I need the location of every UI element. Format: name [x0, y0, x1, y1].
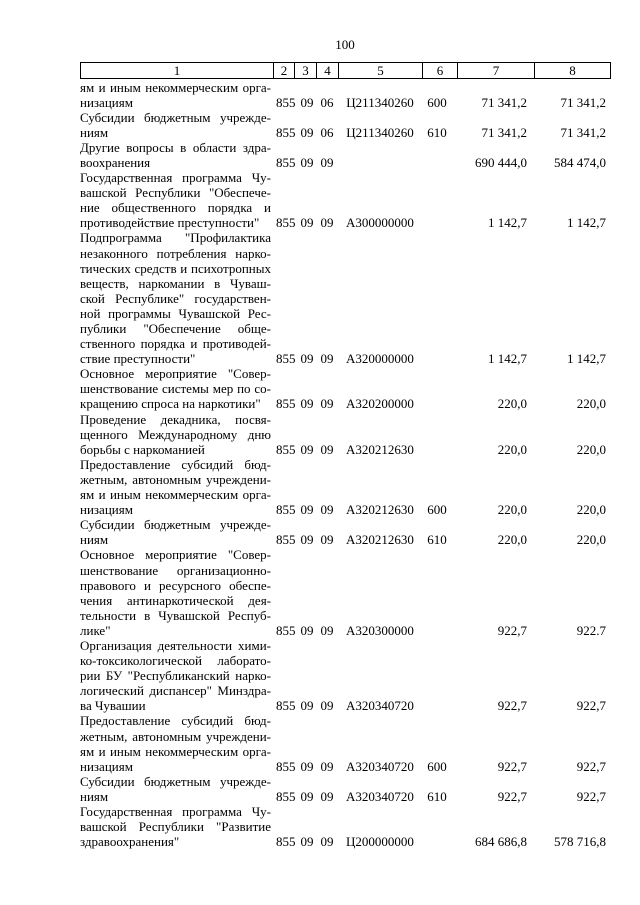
description-line: Субсидии бюджетным учрежде-: [80, 773, 271, 789]
target-item-code: А320340720: [346, 698, 414, 714]
description-line: ной программы Чувашской Рес-: [80, 305, 271, 321]
row-description: [80, 80, 271, 110]
table-row: [80, 170, 610, 230]
column-header: 6: [423, 63, 458, 79]
subsection-code: 09: [320, 154, 334, 170]
description-line: кращению спроса на наркотики": [80, 396, 261, 412]
row-description: [80, 774, 271, 804]
description-line: Проведение декадника, посвя-: [80, 411, 271, 427]
expense-type-code: [423, 698, 451, 713]
row-description: [80, 547, 271, 638]
row-description: [80, 140, 271, 170]
ministry-code: 855: [276, 758, 296, 774]
section-code: 09: [300, 834, 314, 850]
row-description: [80, 804, 271, 849]
section-code: 09: [300, 351, 314, 367]
description-line: публики "Обеспечение обще-: [80, 321, 271, 336]
target-item-code: А320200000: [346, 396, 414, 412]
target-item-code: Ц200000000: [346, 834, 414, 850]
subsection-code: 09: [320, 502, 334, 518]
subsection-code: 06: [320, 94, 334, 110]
subsection-code: 06: [320, 124, 334, 140]
subsection-code: 09: [320, 532, 334, 548]
amount-column-7: 922,7: [497, 788, 527, 804]
amount-column-8: 922.7: [576, 622, 606, 638]
description-line: незаконного потребления нарко-: [80, 245, 271, 261]
amount-column-7: 71 341,2: [481, 94, 527, 110]
description-line: тических средств и психотропных: [80, 260, 271, 276]
description-line: ниям: [80, 124, 109, 140]
description-line: Основное мероприятие "Совер-: [80, 366, 271, 382]
description-line: воохранения: [80, 154, 151, 170]
amount-column-8: 71 341,2: [560, 94, 606, 110]
target-item-code: А320212630: [346, 532, 414, 548]
subsection-code: 09: [320, 351, 334, 367]
row-description: [80, 412, 271, 457]
subsection-code: 09: [320, 788, 334, 804]
description-line: тельности в Чувашской Респуб-: [80, 607, 271, 623]
description-line: противодействие преступности": [80, 215, 260, 231]
amount-column-8: 220,0: [576, 532, 606, 548]
amount-column-7: 922,7: [497, 758, 527, 774]
expense-type-code: 610: [427, 788, 447, 804]
description-line: Предоставление субсидий бюд-: [80, 456, 271, 472]
description-line: шенствование системы мер по со-: [80, 381, 271, 397]
description-line: чения антинаркотической дея-: [80, 592, 271, 608]
description-line: Предоставление субсидий бюд-: [80, 713, 271, 729]
page-number: 100: [335, 37, 355, 52]
target-item-code: А300000000: [346, 215, 414, 231]
amount-column-8: 1 142,7: [567, 351, 606, 367]
description-line: борьбы с наркоманией: [80, 441, 205, 457]
ministry-code: 855: [276, 502, 296, 518]
description-line: ниям: [80, 788, 109, 804]
expense-type-code: 600: [427, 758, 447, 774]
section-code: 09: [300, 788, 314, 804]
table-row: [80, 713, 610, 773]
amount-column-8: 220,0: [576, 396, 606, 412]
expense-type-code: [423, 215, 451, 230]
table-row: [80, 517, 610, 547]
section-code: 09: [300, 502, 314, 518]
subsection-code: 09: [320, 834, 334, 850]
description-line: щенного Международному дню: [80, 426, 271, 442]
amount-column-8: 922,7: [576, 698, 606, 714]
expense-type-code: [423, 155, 451, 170]
description-line: ям и иным некоммерческим орга-: [80, 487, 271, 503]
column-header: 2: [274, 63, 295, 79]
target-item-code: [338, 155, 422, 170]
column-header: 7: [458, 63, 535, 79]
amount-column-8: 1 142,7: [567, 215, 606, 231]
amount-column-7: 690 444,0: [475, 154, 527, 170]
section-code: 09: [300, 94, 314, 110]
subsection-code: 09: [320, 698, 334, 714]
description-line: Другие вопросы в области здра-: [80, 139, 271, 155]
subsection-code: 09: [320, 396, 334, 412]
description-line: ской Республике" государствен-: [80, 290, 271, 306]
expense-type-code: 600: [427, 502, 447, 518]
row-description: [80, 517, 271, 547]
target-item-code: Ц211340260: [346, 124, 414, 140]
section-code: 09: [300, 154, 314, 170]
column-header: 4: [317, 63, 339, 79]
target-item-code: А320212630: [346, 441, 414, 457]
ministry-code: 855: [276, 834, 296, 850]
ministry-code: 855: [276, 698, 296, 714]
table-row: [80, 140, 610, 170]
target-item-code: А320000000: [346, 351, 414, 367]
description-line: Субсидии бюджетным учрежде-: [80, 109, 271, 125]
amount-column-7: 220,0: [497, 502, 527, 518]
description-line: низациям: [80, 758, 133, 774]
table-row: [80, 366, 610, 411]
description-line: вашской Республики "Обеспече-: [80, 185, 271, 201]
column-header: 5: [339, 63, 423, 79]
expense-type-code: 600: [427, 94, 447, 110]
table-row: [80, 774, 610, 804]
amount-column-7: 1 142,7: [488, 351, 527, 367]
description-line: жетным, автономным учреждени-: [80, 728, 271, 744]
amount-column-7: 1 142,7: [488, 215, 527, 231]
section-code: 09: [300, 758, 314, 774]
subsection-code: 09: [320, 215, 334, 231]
description-line: ва Чувашии: [80, 698, 146, 714]
amount-column-7: 922,7: [497, 622, 527, 638]
expense-type-code: [423, 623, 451, 638]
column-header: 1: [81, 63, 274, 79]
description-line: Подпрограмма "Профилактика: [80, 230, 271, 246]
column-header: 3: [295, 63, 317, 79]
ministry-code: 855: [276, 124, 296, 140]
description-line: Государственная программа Чу-: [80, 170, 271, 186]
amount-column-8: 71 341,2: [560, 124, 606, 140]
description-line: Организация деятельности хими-: [80, 637, 271, 653]
subsection-code: 09: [320, 758, 334, 774]
section-code: 09: [300, 532, 314, 548]
description-line: вашской Республики "Развитие: [80, 819, 271, 835]
amount-column-7: 71 341,2: [481, 124, 527, 140]
section-code: 09: [300, 396, 314, 412]
amount-column-8: 578 716,8: [554, 834, 606, 850]
table-header: [80, 62, 611, 79]
ministry-code: 855: [276, 351, 296, 367]
description-line: Государственная программа Чу-: [80, 804, 271, 819]
description-line: Субсидии бюджетным учрежде-: [80, 517, 271, 533]
amount-column-7: 220,0: [497, 441, 527, 457]
ministry-code: 855: [276, 622, 296, 638]
description-line: правового и ресурсного обеспе-: [80, 577, 271, 593]
subsection-code: 09: [320, 622, 334, 638]
ministry-code: 855: [276, 532, 296, 548]
section-code: 09: [300, 441, 314, 457]
target-item-code: А320340720: [346, 758, 414, 774]
description-line: ям и иным некоммерческим орга-: [80, 79, 271, 95]
description-line: ниям: [80, 532, 109, 548]
table-row: [80, 638, 610, 713]
amount-column-7: 220,0: [497, 396, 527, 412]
expense-type-code: 610: [427, 532, 447, 548]
description-line: ям и иным некоммерческим орга-: [80, 743, 271, 759]
expense-type-code: 610: [427, 124, 447, 140]
target-item-code: А320212630: [346, 502, 414, 518]
column-header: 8: [535, 63, 611, 79]
description-line: логический диспансер" Минздра-: [80, 683, 271, 699]
table-row: [80, 80, 610, 110]
description-line: лике": [80, 622, 111, 638]
row-description: [80, 638, 271, 713]
description-line: веществ, наркомании в Чуваш-: [80, 275, 271, 291]
row-description: [80, 110, 271, 140]
ministry-code: 855: [276, 396, 296, 412]
expense-type-code: [423, 834, 451, 849]
expense-type-code: [423, 396, 451, 411]
amount-column-7: 684 686,8: [475, 834, 527, 850]
section-code: 09: [300, 698, 314, 714]
table-body: [80, 80, 610, 850]
description-line: низациям: [80, 94, 133, 110]
ministry-code: 855: [276, 94, 296, 110]
amount-column-8: 220,0: [576, 502, 606, 518]
amount-column-8: 922,7: [576, 788, 606, 804]
description-line: ствие преступности": [80, 351, 196, 367]
description-line: ственного порядка и противодей-: [80, 336, 271, 352]
table-row: [80, 804, 610, 849]
header-row: [81, 63, 611, 79]
section-code: 09: [300, 622, 314, 638]
amount-column-8: 922,7: [576, 758, 606, 774]
amount-column-8: 220,0: [576, 441, 606, 457]
table-row: [80, 230, 610, 366]
amount-column-8: 584 474,0: [554, 154, 606, 170]
table-row: [80, 110, 610, 140]
target-item-code: Ц211340260: [346, 94, 414, 110]
ministry-code: 855: [276, 215, 296, 231]
description-line: жетным, автономным учреждени-: [80, 471, 271, 487]
ministry-code: 855: [276, 154, 296, 170]
description-line: здравоохранения": [80, 834, 180, 850]
table-row: [80, 547, 610, 638]
row-description: [80, 457, 271, 517]
amount-column-7: 922,7: [497, 698, 527, 714]
description-line: низациям: [80, 502, 133, 518]
expense-type-code: [423, 442, 451, 457]
row-description: [80, 366, 271, 411]
table-row: [80, 457, 610, 517]
row-description: [80, 713, 271, 773]
table-row: [80, 412, 610, 457]
ministry-code: 855: [276, 788, 296, 804]
description-line: ние общественного порядка и: [80, 200, 271, 216]
target-item-code: А320300000: [346, 622, 414, 638]
ministry-code: 855: [276, 441, 296, 457]
subsection-code: 09: [320, 441, 334, 457]
description-line: Основное мероприятие "Совер-: [80, 547, 271, 563]
description-line: ко-токсикологической лаборато-: [80, 653, 271, 669]
row-description: [80, 170, 271, 230]
target-item-code: А320340720: [346, 788, 414, 804]
section-code: 09: [300, 124, 314, 140]
section-code: 09: [300, 215, 314, 231]
expense-type-code: [423, 351, 451, 366]
row-description: [80, 230, 271, 366]
amount-column-7: 220,0: [497, 532, 527, 548]
description-line: рии БУ "Республиканский нарко-: [80, 668, 271, 684]
description-line: шенствование организационно-: [80, 562, 271, 578]
